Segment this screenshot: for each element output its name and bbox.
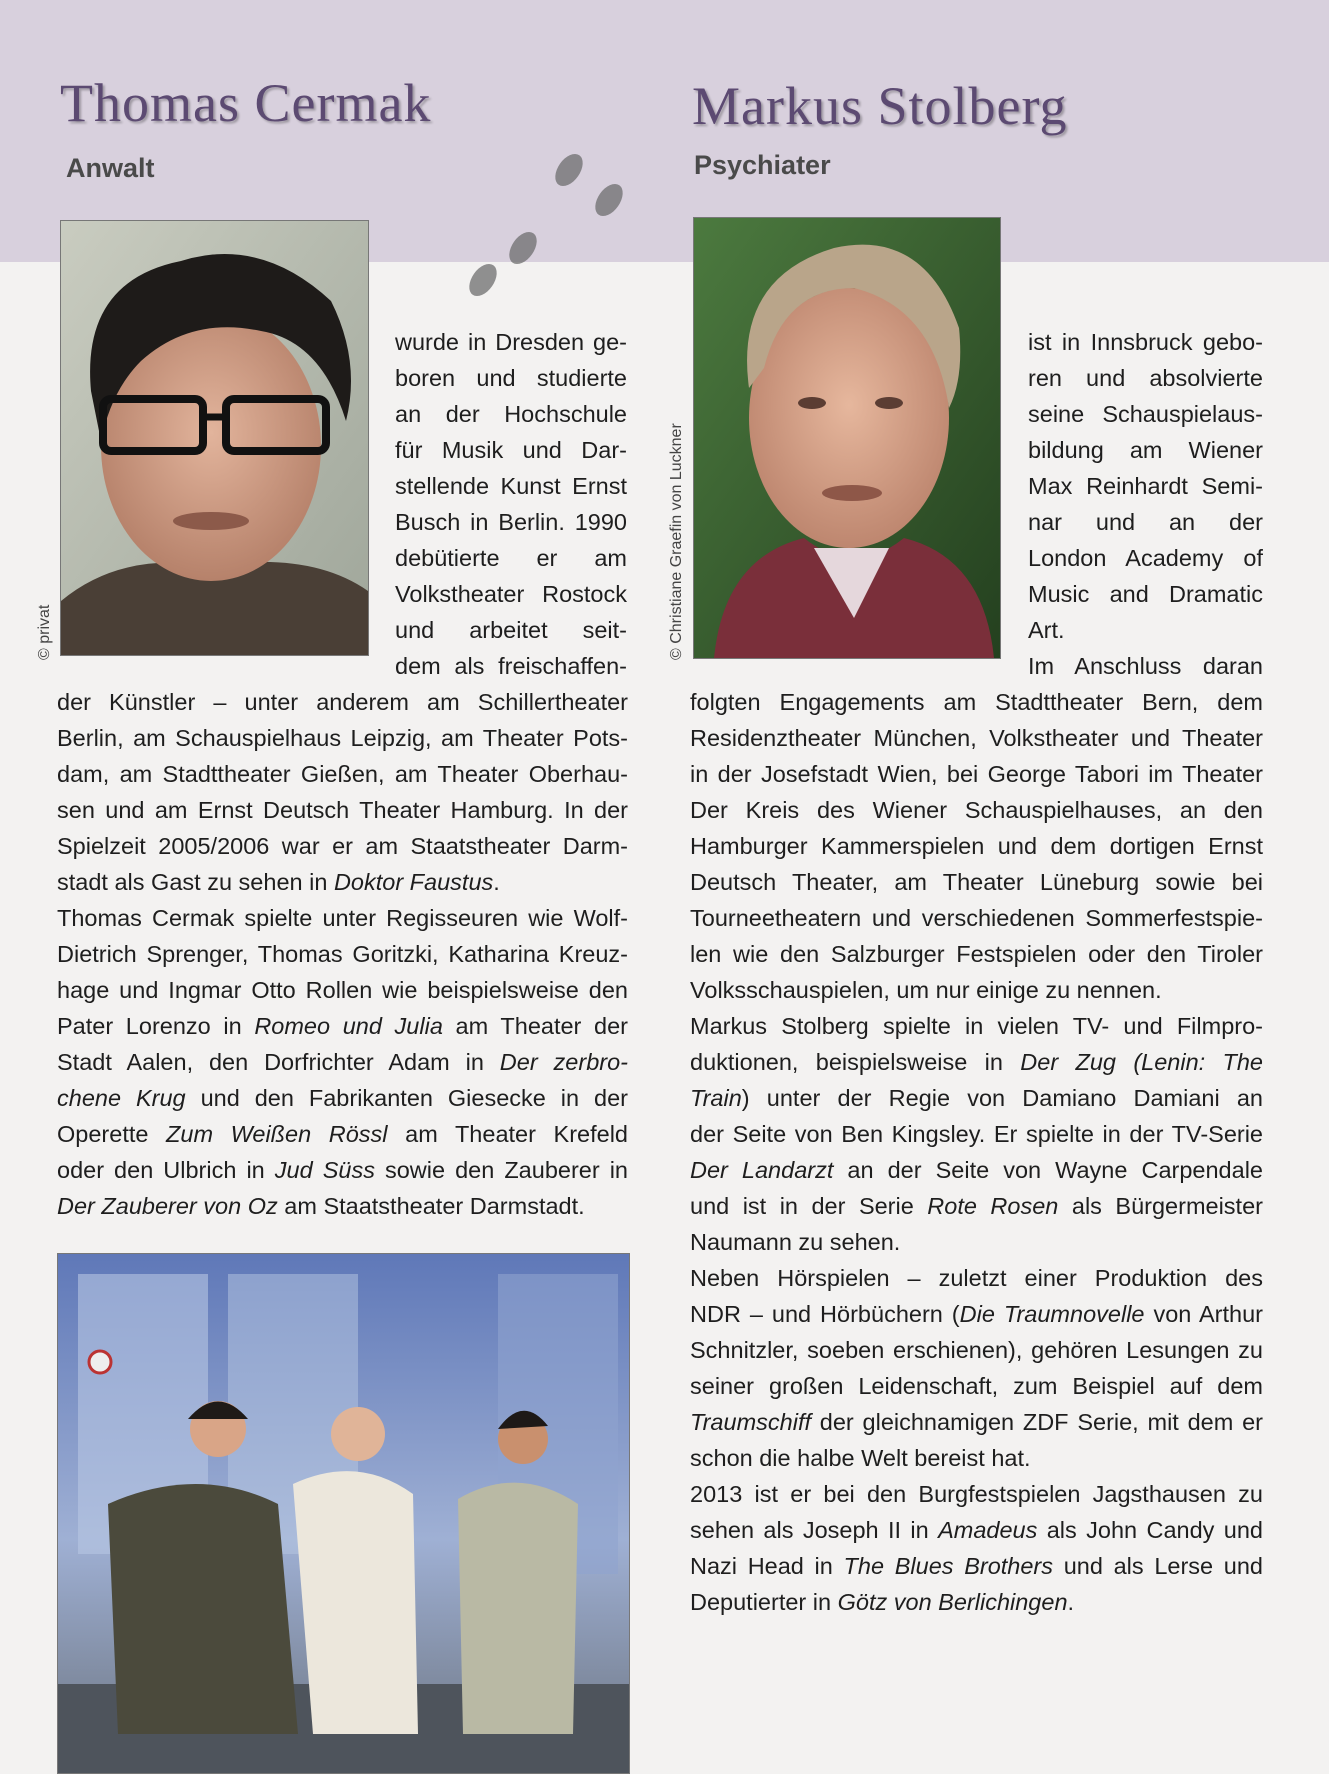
text-line xyxy=(690,720,1263,756)
text-line xyxy=(57,900,628,936)
text-line xyxy=(1028,360,1263,396)
text-run: Tourneetheatern und verschiedenen Sommerfestspie- xyxy=(690,905,1263,931)
text-line xyxy=(690,684,1263,720)
text-run: . xyxy=(1067,1589,1075,1615)
text-line xyxy=(690,1008,1263,1044)
text-run: boren und studierte xyxy=(395,365,627,391)
text-line xyxy=(57,828,628,864)
text-line xyxy=(57,936,628,972)
text-line xyxy=(690,1476,1263,1512)
text-run: an der Hochschule xyxy=(395,401,627,427)
text-line xyxy=(690,1548,1263,1584)
photo-credit-left: © privat xyxy=(36,604,53,660)
title-italic: chene Krug xyxy=(57,1085,186,1111)
title-italic: Der Landarzt xyxy=(690,1157,834,1183)
text-run: in der Josefstadt Wien, bei George Tabori im Theater xyxy=(690,761,1263,787)
character-role-left: Anwalt xyxy=(66,153,155,183)
text-line xyxy=(690,1296,1263,1332)
text-line xyxy=(57,1080,628,1116)
text-line xyxy=(690,1404,1263,1440)
text-run: Art. xyxy=(1028,617,1065,643)
text-run: stellende Kunst Ernst xyxy=(395,473,627,499)
text-line xyxy=(395,576,627,612)
text-line xyxy=(57,684,628,720)
text-line xyxy=(690,1188,1263,1224)
text-line xyxy=(1028,324,1263,360)
character-role-right: Psychiater xyxy=(694,150,831,180)
text-run: Im Anschluss daran xyxy=(1028,653,1263,679)
footprint-icon xyxy=(464,259,503,301)
portrait-photo-right xyxy=(693,217,1001,659)
text-run: London Academy of xyxy=(1028,545,1263,571)
text-line xyxy=(1028,648,1263,684)
text-line xyxy=(690,792,1263,828)
text-run: bildung am Wiener xyxy=(1028,437,1263,463)
text-line xyxy=(57,1008,628,1044)
text-run: Spielzeit 2005/2006 war er am Staatstheater Darm- xyxy=(57,833,628,859)
title-italic: Traumschiff xyxy=(690,1409,811,1435)
text-line xyxy=(395,360,627,396)
text-line xyxy=(690,756,1263,792)
text-run: Music and Dramatic xyxy=(1028,581,1263,607)
text-run: Berlin, am Schauspielhaus Leipzig, am Theater Pots- xyxy=(57,725,628,751)
text-line xyxy=(690,864,1263,900)
text-run: Dietrich Sprenger, Thomas Goritzki, Katharina Kreuz- xyxy=(57,941,628,967)
text-line xyxy=(690,936,1263,972)
text-run: 2013 ist er bei den Burgfestspielen Jagsthausen zu xyxy=(690,1481,1263,1507)
text-run: Pater Lorenzo in xyxy=(57,1013,255,1039)
text-run: debütierte er am xyxy=(395,545,627,571)
text-line xyxy=(57,1116,628,1152)
text-run: stadt als Gast zu sehen in xyxy=(57,869,334,895)
title-italic: Doktor Faustus xyxy=(333,869,494,895)
text-run: NDR – und Hörbüchern ( xyxy=(690,1301,960,1327)
text-run: der Seite von Ben Kingsley. Er spielte in der TV-Serie xyxy=(690,1121,1263,1147)
text-line xyxy=(690,1044,1263,1080)
title-italic: Romeo und Julia xyxy=(254,1013,443,1039)
text-run: und arbeitet seit- xyxy=(395,617,627,643)
text-line xyxy=(57,792,628,828)
text-run: für Musik und Dar- xyxy=(395,437,627,463)
text-run: Thomas Cermak spielte unter Regisseuren wie Wolf- xyxy=(57,905,628,931)
text-line xyxy=(690,1260,1263,1296)
text-run: Markus Stolberg spielte in vielen TV- und Filmpro- xyxy=(690,1013,1263,1039)
title-italic: Zum Weißen Rössl xyxy=(166,1121,388,1147)
text-line xyxy=(690,1332,1263,1368)
text-run: folgten Engagements am Stadttheater Bern, dem xyxy=(690,689,1263,715)
text-run: als John Candy und xyxy=(1037,1517,1263,1543)
stage-photo xyxy=(57,1253,630,1774)
text-run: Schnitzler, soeben erschienen), gehören Lesungen zu xyxy=(690,1337,1263,1363)
text-line xyxy=(1028,540,1263,576)
text-run: Hamburger Kammerspielen und dem dortigen Ernst xyxy=(690,833,1263,859)
text-line xyxy=(57,756,628,792)
text-run: seiner großen Leidenschaft, zum Beispiel auf dem xyxy=(690,1373,1263,1399)
title-italic: Die Traumnovelle xyxy=(959,1301,1145,1327)
title-italic: Train xyxy=(690,1085,742,1111)
text-run: und als Lerse und xyxy=(1053,1553,1263,1579)
text-run: der Künstler – unter anderem am Schillertheater xyxy=(57,689,628,715)
text-run: Operette xyxy=(57,1121,167,1147)
text-line xyxy=(57,864,628,900)
text-line xyxy=(690,1512,1263,1548)
text-run: Nazi Head in xyxy=(690,1553,844,1579)
text-run: ist in Innsbruck gebo- xyxy=(1028,329,1263,355)
text-run: am Theater der xyxy=(442,1013,628,1039)
text-line xyxy=(690,1116,1263,1152)
text-run: als Bürgermeister xyxy=(1058,1193,1263,1219)
text-run: Deutsch Theater, am Theater Lüneburg sowie bei xyxy=(690,869,1263,895)
text-line xyxy=(690,1440,1263,1476)
text-run: Residenztheater München, Volkstheater und Theater xyxy=(690,725,1263,751)
text-line xyxy=(57,1188,628,1224)
text-line xyxy=(690,1080,1263,1116)
text-line xyxy=(690,1368,1263,1404)
text-line xyxy=(690,828,1263,864)
text-run: am Staatstheater Darmstadt. xyxy=(277,1193,585,1219)
text-run: am Theater Krefeld xyxy=(387,1121,628,1147)
portrait-photo-left xyxy=(60,220,369,656)
text-run: ren und absolvierte xyxy=(1028,365,1263,391)
text-run: Max Reinhardt Semi- xyxy=(1028,473,1263,499)
text-run: Stadt Aalen, den Dorfrichter Adam in xyxy=(57,1049,500,1075)
text-run: ) unter der Regie von Damiano Damiani an xyxy=(741,1085,1263,1111)
text-line xyxy=(395,324,627,360)
text-run: und ist in der Serie xyxy=(690,1193,928,1219)
actor-name-right: Markus Stolberg xyxy=(692,76,1068,136)
text-run: an der Seite von Wayne Carpendale xyxy=(833,1157,1263,1183)
text-run: sen und am Ernst Deutsch Theater Hamburg. In der xyxy=(57,797,628,823)
title-italic: The Blues Brothers xyxy=(843,1553,1054,1579)
text-run: Der Kreis des Wiener Schauspielhauses, an den xyxy=(690,797,1263,823)
text-run: Volksschauspielen, um nur einige zu nennen. xyxy=(690,977,1162,1003)
text-run: len wie den Salzburger Festspielen oder den Tiroler xyxy=(690,941,1263,967)
text-line xyxy=(1028,468,1263,504)
text-line xyxy=(395,432,627,468)
text-run: nar und an der xyxy=(1028,509,1263,535)
text-line xyxy=(690,900,1263,936)
text-run: von Arthur xyxy=(1144,1301,1263,1327)
title-italic: Der Zauberer von Oz xyxy=(57,1193,278,1219)
text-run: Deputierter in xyxy=(690,1589,838,1615)
text-line xyxy=(395,540,627,576)
text-line xyxy=(57,972,628,1008)
text-run: Busch in Berlin. 1990 xyxy=(395,509,627,535)
text-line xyxy=(690,1152,1263,1188)
text-run: Neben Hörspielen – zuletzt einer Produktion des xyxy=(690,1265,1263,1291)
text-run: Naumann zu sehen. xyxy=(690,1229,901,1255)
text-run: hage und Ingmar Otto Rollen wie beispielsweise den xyxy=(57,977,628,1003)
actor-name-left: Thomas Cermak xyxy=(60,73,432,133)
text-line xyxy=(690,1224,1263,1260)
photo-credit-right: © Christiane Graefin von Luckner xyxy=(668,423,685,660)
text-line xyxy=(395,396,627,432)
text-run: seine Schauspielaus- xyxy=(1028,401,1263,427)
text-line xyxy=(1028,612,1263,648)
text-line xyxy=(690,1584,1263,1620)
text-run: der gleichnamigen ZDF Serie, mit dem er xyxy=(811,1409,1263,1435)
title-italic: Rote Rosen xyxy=(927,1193,1059,1219)
title-italic: Amadeus xyxy=(938,1517,1038,1543)
text-line xyxy=(57,1152,628,1188)
text-run: und den Fabrikanten Giesecke in der xyxy=(185,1085,628,1111)
text-line xyxy=(1028,576,1263,612)
text-run: dam, am Stadttheater Gießen, am Theater Oberhau- xyxy=(57,761,628,787)
text-run: duktionen, beispielsweise in xyxy=(690,1049,1021,1075)
text-line xyxy=(57,1044,628,1080)
text-line xyxy=(1028,432,1263,468)
text-line xyxy=(395,648,627,684)
text-run: Volkstheater Rostock xyxy=(395,581,627,607)
text-run: oder den Ulbrich in xyxy=(57,1157,275,1183)
text-line xyxy=(57,720,628,756)
title-italic: Jud Süss xyxy=(274,1157,375,1183)
text-line xyxy=(1028,504,1263,540)
text-line xyxy=(690,972,1263,1008)
title-italic: Der zerbro- xyxy=(499,1049,628,1075)
text-run: sowie den Zauberer in xyxy=(374,1157,628,1183)
text-run: . xyxy=(493,869,500,895)
text-line xyxy=(395,468,627,504)
text-run: sehen als Joseph II in xyxy=(690,1517,939,1543)
text-run: wurde in Dresden ge- xyxy=(395,329,627,355)
title-italic: Der Zug (Lenin: The xyxy=(1020,1049,1263,1075)
text-line xyxy=(395,504,627,540)
text-run: schon die halbe Welt bereist hat. xyxy=(690,1445,1031,1471)
title-italic: Götz von Berlichingen xyxy=(837,1589,1068,1615)
text-line xyxy=(395,612,627,648)
text-line xyxy=(1028,396,1263,432)
text-run: dem als freischaffen- xyxy=(395,653,627,679)
